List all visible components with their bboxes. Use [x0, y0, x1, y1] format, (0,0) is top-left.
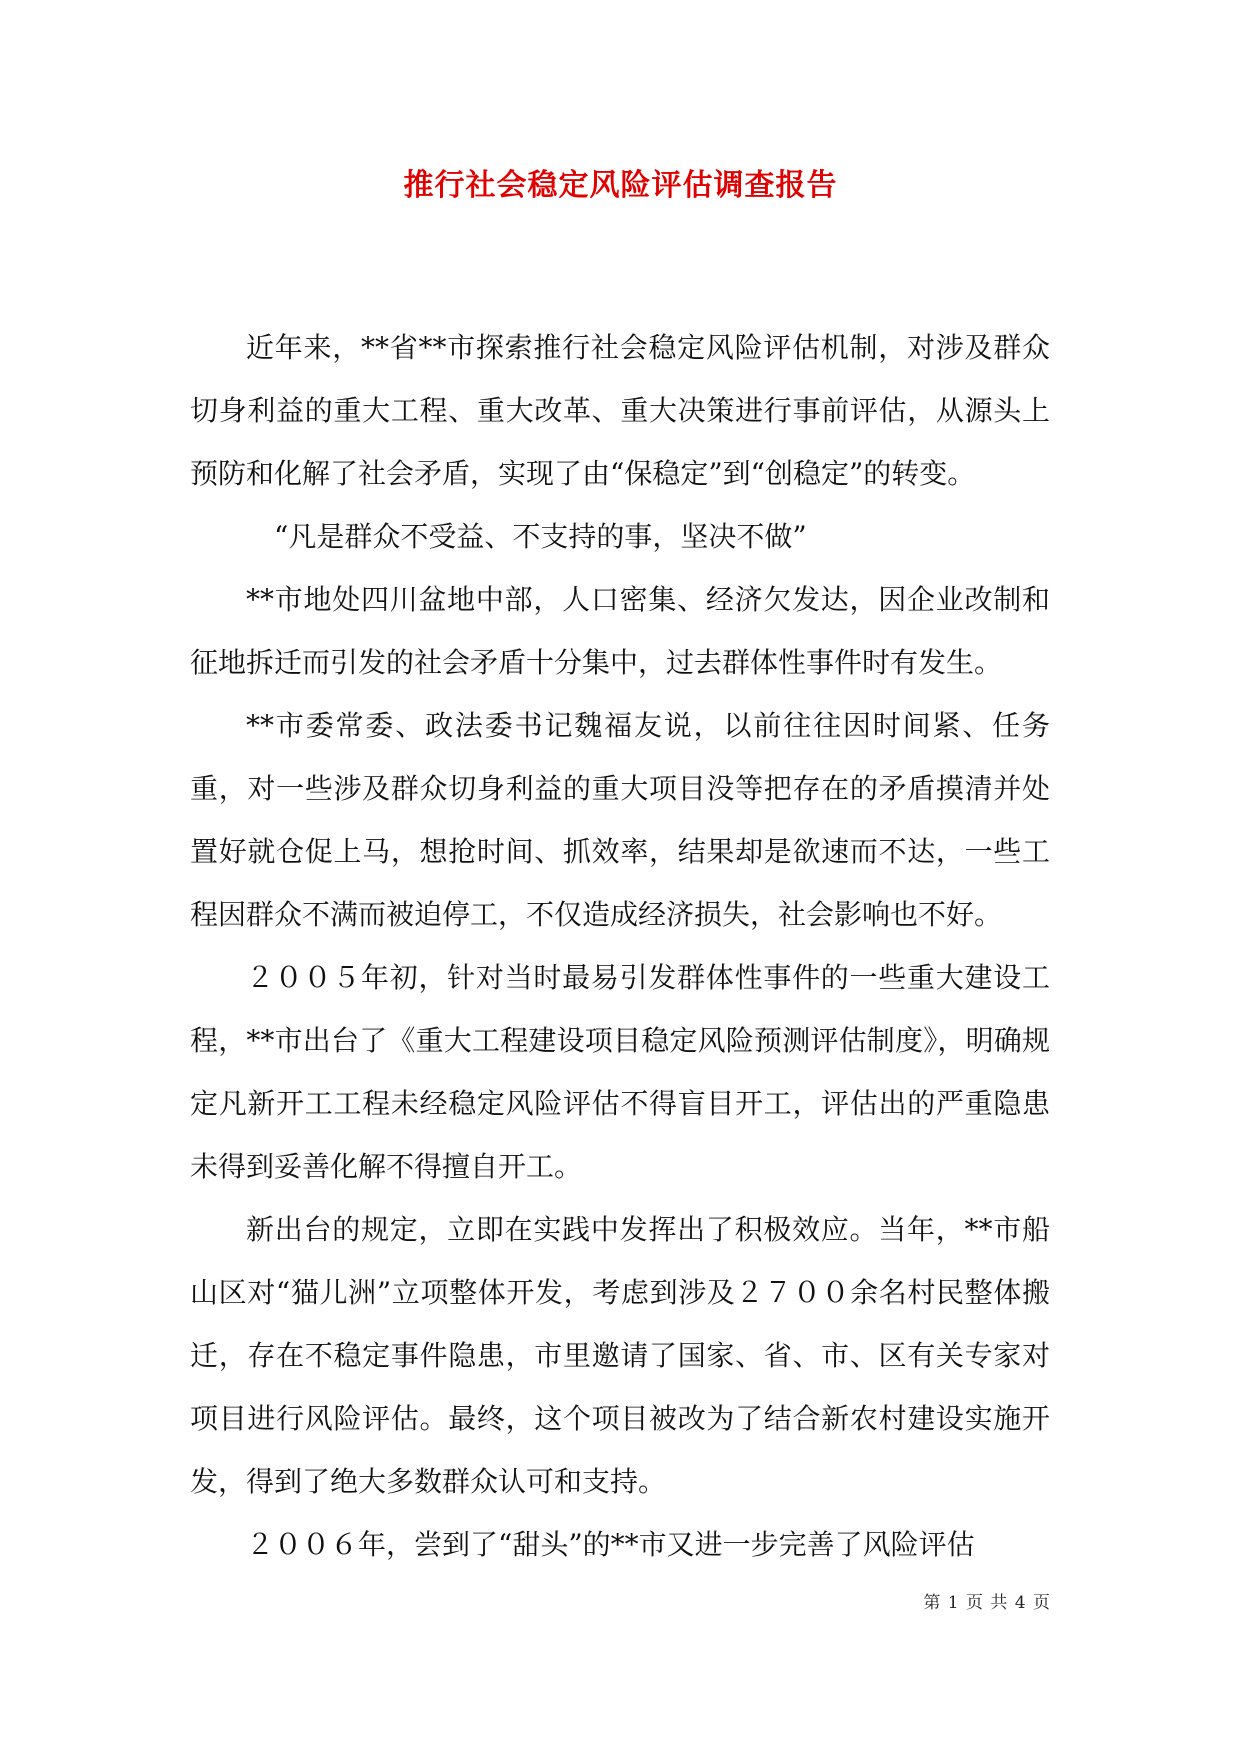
paragraph: ２００５年初，针对当时最易引发群体性事件的一些重大建设工程，**市出台了《重大工程建设项目稳定风险预测评估制度》，明确规定凡新开工工程未经稳定风险评估不得盲目开工，评估出的严重隐患未得到妥善化解不得擅自开工。 — [190, 961, 1050, 1183]
paragraph: **市地处四川盆地中部，人口密集、经济欠发达，因企业改制和征地拆迁而引发的社会矛盾十分集中，过去群体性事件时有发生。 — [190, 583, 1050, 679]
paragraph: **市委常委、政法委书记魏福友说，以前往往因时间紧、任务重，对一些涉及群众切身利益的重大项目没等把存在的矛盾摸清并处置好就仓促上马，想抢时间、抓效率，结果却是欲速而不达，一些工程因群众不满而被迫停工，不仅造成经济损失，社会影响也不好。 — [190, 709, 1050, 931]
paragraph: 近年来，**省**市探索推行社会稳定风险评估机制，对涉及群众切身利益的重大工程、重大改革、重大决策进行事前评估，从源头上预防和化解了社会矛盾，实现了由“保稳定”到“创稳定”的转变。 — [190, 331, 1050, 490]
paragraph: ２００６年，尝到了“甜头”的**市又进一步完善了风险评估 — [246, 1528, 975, 1561]
page-number-footer: 第 1 页 共 4 页 — [923, 1593, 1051, 1613]
document-body — [190, 316, 1050, 1576]
document-title: 推行社会稳定风险评估调查报告 — [403, 168, 838, 203]
section-heading-quote: “凡是群众不受益、不支持的事，坚决不做” — [274, 520, 807, 553]
paragraph: 新出台的规定，立即在实践中发挥出了积极效应。当年，**市船山区对“猫儿洲”立项整体开发，考虑到涉及２７００余名村民整体搬迁，存在不稳定事件隐患，市里邀请了国家、省、市、区有关专家对项目进行风险评估。最终，这个项目被改为了结合新农村建设实施开发，得到了绝大多数群众认可和支持。 — [190, 1213, 1050, 1498]
